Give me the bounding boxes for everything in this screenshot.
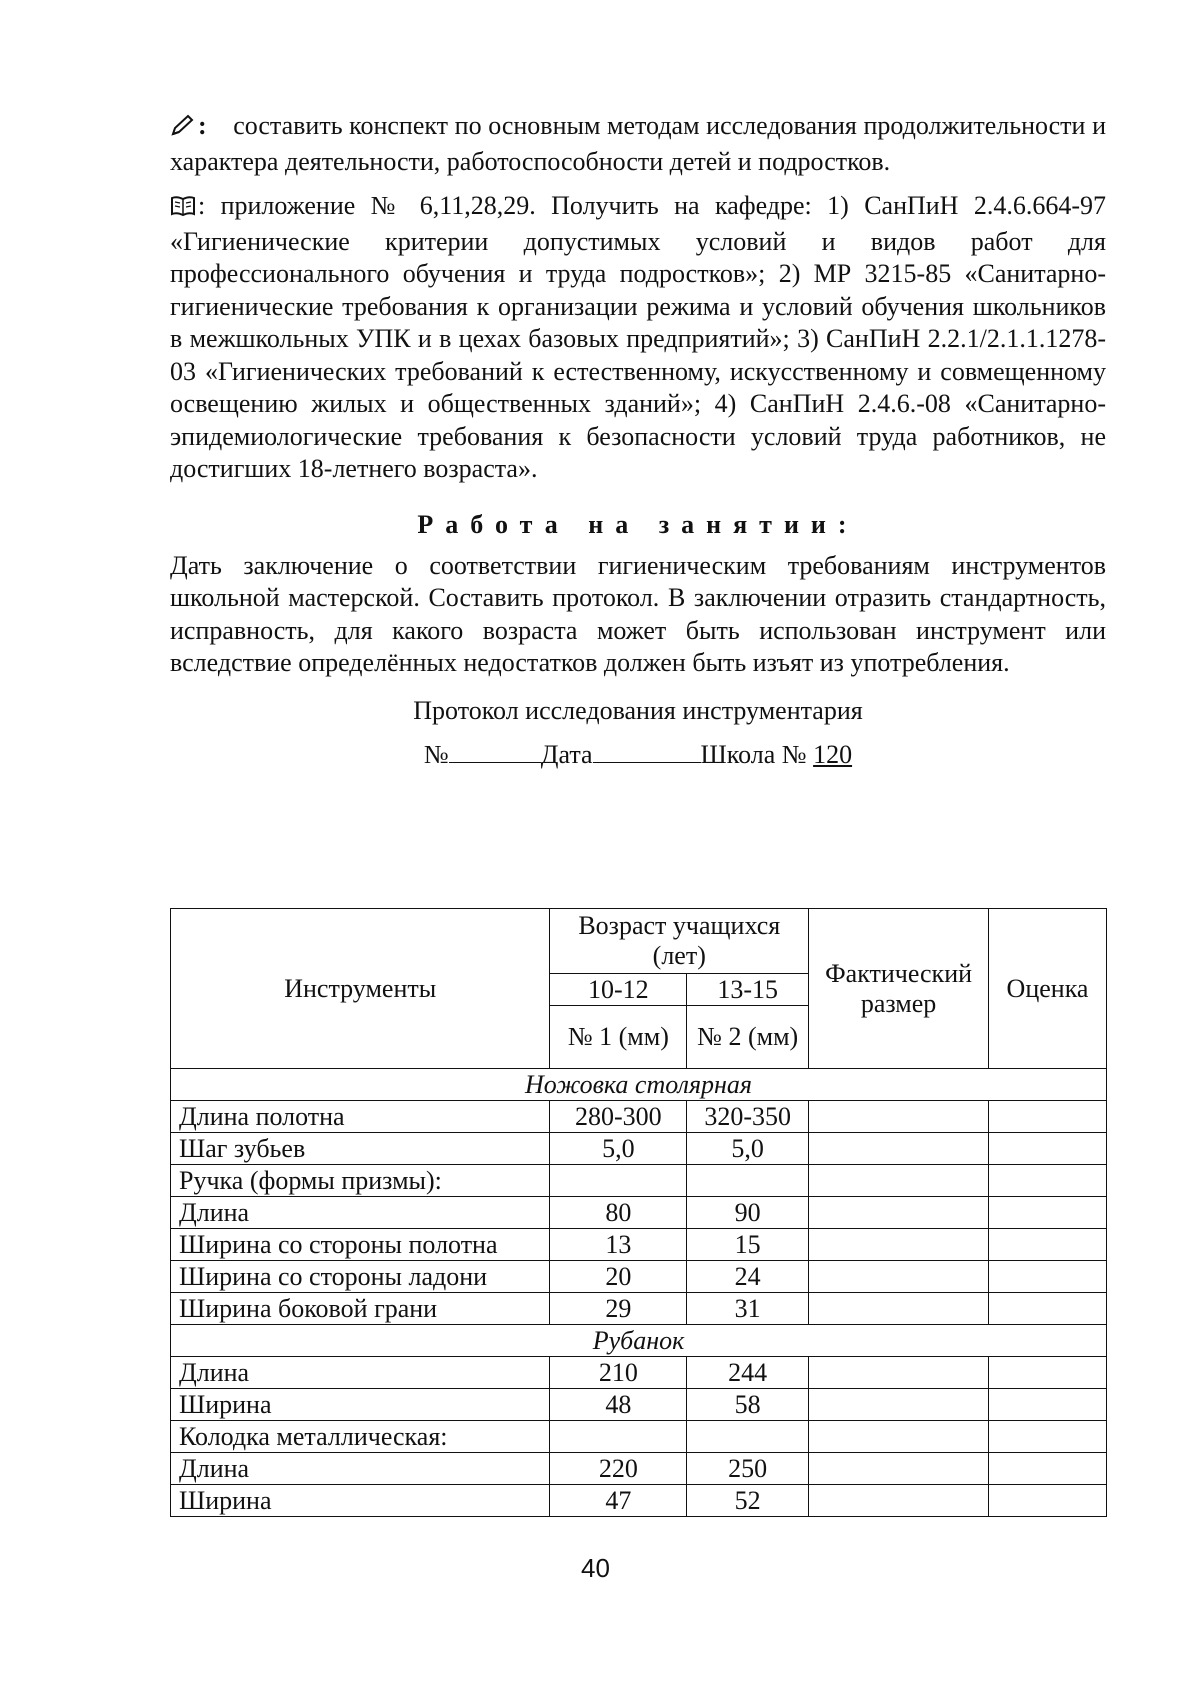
row-grade — [989, 1165, 1107, 1197]
row-size2: 90 — [687, 1197, 809, 1229]
row-grade — [989, 1421, 1107, 1453]
pencil-icon — [170, 113, 196, 146]
instruction-paragraph: Дать заключение о соответствии гигиеническим требованиям инструментов школьной мастерской. Составить протокол. В заключении отразить стандартность, исправность, для какого возраста может быть использован инструмент или вследствие определённых недостатков должен быть изъят из употребления. — [170, 550, 1106, 677]
header-age2: 13-15 — [687, 974, 809, 1006]
page-content — [170, 110, 1106, 772]
plane-rows — [171, 1357, 1107, 1517]
protocol-school-label: Школа № — [700, 739, 814, 769]
header-age1: 10-12 — [550, 974, 687, 1006]
row-size2: 5,0 — [687, 1133, 809, 1165]
table-row — [171, 1229, 1107, 1261]
row-name: Длина — [171, 1197, 550, 1229]
row-actual-size — [809, 1421, 989, 1453]
row-actual-size — [809, 1485, 989, 1517]
row-actual-size — [809, 1165, 989, 1197]
row-size2: 250 — [687, 1453, 809, 1485]
row-size2: 58 — [687, 1389, 809, 1421]
row-name: Ширина со стороны ладони — [171, 1261, 550, 1293]
row-size1: 280-300 — [550, 1101, 687, 1133]
protocol-fields — [170, 738, 1106, 772]
page-number: 40 — [581, 1553, 610, 1583]
table-row — [171, 1293, 1107, 1325]
row-actual-size — [809, 1101, 989, 1133]
table-row — [171, 1197, 1107, 1229]
book-icon — [170, 193, 196, 226]
section-saw: Ножовка столярная — [171, 1069, 1107, 1101]
task-colon: : — [198, 111, 207, 140]
row-grade — [989, 1261, 1107, 1293]
row-name: Длина полотна — [171, 1101, 550, 1133]
section-plane: Рубанок — [171, 1325, 1107, 1357]
row-grade — [989, 1357, 1107, 1389]
header-instruments: Инструменты — [171, 909, 550, 1069]
row-name: Длина — [171, 1357, 550, 1389]
row-name: Ручка (формы призмы): — [171, 1165, 550, 1197]
row-actual-size — [809, 1133, 989, 1165]
row-size1: 220 — [550, 1453, 687, 1485]
row-size1: 47 — [550, 1485, 687, 1517]
task-paragraph — [170, 110, 1106, 178]
protocol-number-label: № — [423, 739, 449, 769]
table-row — [171, 1165, 1107, 1197]
row-actual-size — [809, 1229, 989, 1261]
row-grade — [989, 1453, 1107, 1485]
table-row — [171, 1357, 1107, 1389]
header-size2: № 2 (мм) — [687, 1006, 809, 1069]
protocol-school-number: 120 — [813, 739, 853, 769]
table-row — [171, 1485, 1107, 1517]
header-grade: Оценка — [989, 909, 1107, 1069]
row-grade — [989, 1197, 1107, 1229]
row-size1: 80 — [550, 1197, 687, 1229]
protocol-date-label: Дата — [540, 739, 593, 769]
row-grade — [989, 1229, 1107, 1261]
row-grade — [989, 1485, 1107, 1517]
reading-paragraph — [170, 190, 1106, 486]
row-name: Ширина — [171, 1389, 550, 1421]
row-name: Длина — [171, 1453, 550, 1485]
row-size2 — [687, 1165, 809, 1197]
row-grade — [989, 1293, 1107, 1325]
row-grade — [989, 1101, 1107, 1133]
row-name: Ширина со стороны полотна — [171, 1229, 550, 1261]
row-size1: 5,0 — [550, 1133, 687, 1165]
row-actual-size — [809, 1453, 989, 1485]
row-size2: 15 — [687, 1229, 809, 1261]
row-size1: 29 — [550, 1293, 687, 1325]
row-size1: 20 — [550, 1261, 687, 1293]
row-name: Шаг зубьев — [171, 1133, 550, 1165]
row-name: Колодка металлическая: — [171, 1421, 550, 1453]
protocol-date-blank — [593, 738, 701, 763]
row-size2: 24 — [687, 1261, 809, 1293]
row-size1: 48 — [550, 1389, 687, 1421]
table-row — [171, 1389, 1107, 1421]
row-grade — [989, 1133, 1107, 1165]
row-size1 — [550, 1165, 687, 1197]
row-size1: 13 — [550, 1229, 687, 1261]
protocol-title: Протокол исследования инструментария — [413, 695, 863, 725]
row-actual-size — [809, 1197, 989, 1229]
reading-text: : приложение № 6,11,28,29. Получить на кафедре: 1) СанПиН 2.4.6.664-97 «Гигиенические критерии допустимых условий и видов работ для профессионального обучения и труда подростков»; 2) МР 3215-85 «Санитарно-гигиенические требования к организации режима и условий обучения школьников в межшкольных УПК и в цехах базовых предприятий»; 3) СанПиН 2.2.1/2.1.1.1278-03 «Гигиенических требований к естественному, искусственному и совмещенному освещению жилых и общественных зданий»; 4) СанПиН 2.4.6.-08 «Санитарно-эпидемиологические требования к безопасности условий труда работников, не достигших 18-летнего возраста». — [170, 191, 1106, 483]
row-actual-size — [809, 1389, 989, 1421]
row-actual-size — [809, 1261, 989, 1293]
header-actual-size: Фактический размер — [809, 909, 989, 1069]
row-grade — [989, 1389, 1107, 1421]
row-size1: 210 — [550, 1357, 687, 1389]
row-size1 — [550, 1421, 687, 1453]
table-row — [171, 1453, 1107, 1485]
instruments-table — [170, 908, 1107, 1517]
row-actual-size — [809, 1293, 989, 1325]
table-row — [171, 1101, 1107, 1133]
row-size2 — [687, 1421, 809, 1453]
row-name: Ширина — [171, 1485, 550, 1517]
protocol-number-blank — [449, 738, 541, 763]
table-row — [171, 1421, 1107, 1453]
section-title: Работа на занятии: — [417, 509, 859, 539]
task-text: составить конспект по основным методам исследования продолжительности и характера деятельности, работоспособности детей и подростков. — [170, 111, 1106, 176]
saw-rows — [171, 1101, 1107, 1325]
row-actual-size — [809, 1357, 989, 1389]
row-name: Ширина боковой грани — [171, 1293, 550, 1325]
row-size2: 244 — [687, 1357, 809, 1389]
table-row — [171, 1133, 1107, 1165]
row-size2: 52 — [687, 1485, 809, 1517]
row-size2: 31 — [687, 1293, 809, 1325]
header-size1: № 1 (мм) — [550, 1006, 687, 1069]
table-row — [171, 1261, 1107, 1293]
header-age: Возраст учащихся (лет) — [550, 909, 809, 974]
row-size2: 320-350 — [687, 1101, 809, 1133]
